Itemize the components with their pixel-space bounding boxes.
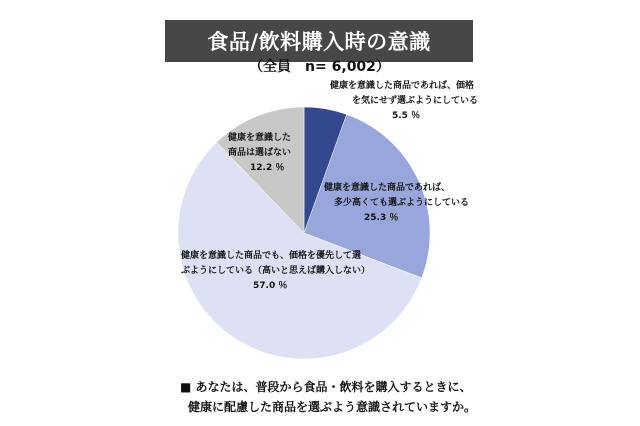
slice-label-2 [181, 249, 370, 294]
chart-subtitle: （全員 n= 6,002） [249, 59, 390, 75]
slice-label-3 [228, 131, 291, 176]
slice-label-0-line-1: 健康を意識した商品であれば、価格 [330, 81, 475, 91]
slice-value-1: 25.3 ％ [364, 213, 399, 223]
slice-value-3: 12.2 ％ [250, 163, 285, 173]
survey-question-line-1: ■ あなたは、普段から食品・飲料を購入するときに、 [180, 380, 472, 394]
slice-label-1-line-2: 多少高くても選ぶようにしている [334, 198, 470, 208]
slice-label-2-line-1: 健康を意識した商品でも、価格を優先して選 [181, 251, 362, 261]
survey-question-line-2: 健康に配慮した商品を選ぶよう意識されていますか。 [188, 400, 477, 414]
slice-label-3-line-2: 商品は選ばない [228, 148, 292, 158]
slice-label-3-line-1: 健康を意識した [228, 133, 292, 143]
slice-label-1 [324, 181, 469, 226]
slice-value-2: 57.0 ％ [253, 281, 288, 291]
slice-label-0 [330, 79, 478, 124]
slice-label-2-line-2: ぶようにしている（高いと思えば購入しない） [181, 266, 371, 276]
survey-question [180, 377, 476, 417]
slice-label-1-line-1: 健康を意識した商品であれば、 [324, 183, 451, 193]
chart-title: 食品/飲料購入時の意識 [165, 20, 473, 62]
slice-label-0-line-2: を気にせず選ぶようにしている [352, 96, 479, 106]
slice-value-0: 5.5 ％ [392, 111, 421, 121]
